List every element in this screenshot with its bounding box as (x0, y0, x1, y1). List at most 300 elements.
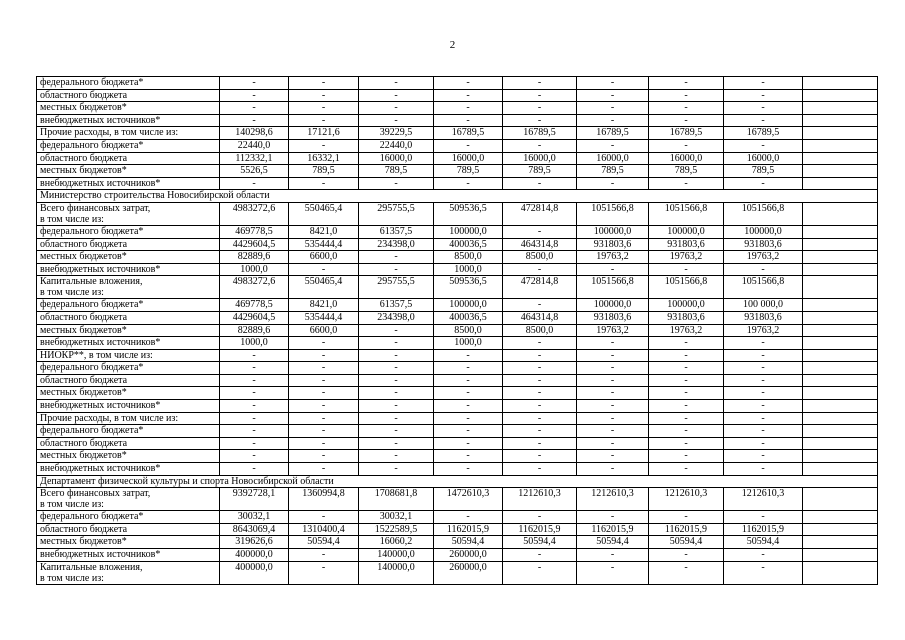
row-label (37, 536, 220, 549)
value-cell: - (503, 412, 577, 425)
row-label (37, 450, 220, 463)
row-label (37, 202, 220, 225)
value-cell: 509536,5 (434, 202, 503, 225)
table-row (37, 276, 878, 299)
value-cell: - (220, 102, 289, 115)
value-cell: - (724, 450, 803, 463)
value-cell: - (577, 337, 649, 350)
value-cell: 464314,8 (503, 238, 577, 251)
value-cell: 82889,6 (220, 251, 289, 264)
value-cell (803, 251, 878, 264)
value-cell: - (359, 337, 434, 350)
value-cell: 789,5 (649, 165, 724, 178)
row-label-line: областного бюджета (40, 238, 128, 250)
value-cell: - (649, 374, 724, 387)
value-cell: - (724, 387, 803, 400)
value-cell: - (724, 549, 803, 562)
value-cell: - (577, 450, 649, 463)
table-row (37, 412, 878, 425)
value-cell: 22440,0 (220, 139, 289, 152)
value-cell: - (289, 450, 359, 463)
row-label-line: Прочие расходы, в том числе из: (40, 412, 179, 424)
row-label-line: в том числе из: (40, 572, 104, 584)
value-cell: - (289, 337, 359, 350)
value-cell: - (289, 349, 359, 362)
value-cell: - (649, 561, 724, 584)
value-cell: 931803,6 (724, 311, 803, 324)
value-cell: 400000,0 (220, 561, 289, 584)
table-row (37, 362, 878, 375)
value-cell: 50594,4 (503, 536, 577, 549)
row-label (37, 349, 220, 362)
value-cell: 260000,0 (434, 561, 503, 584)
value-cell: - (724, 463, 803, 476)
value-cell: - (577, 102, 649, 115)
value-cell: - (649, 412, 724, 425)
value-cell: 8500,0 (503, 324, 577, 337)
table-row (37, 311, 878, 324)
table-row (37, 337, 878, 350)
value-cell: - (434, 362, 503, 375)
value-cell: - (434, 400, 503, 413)
value-cell: 1162015,9 (434, 523, 503, 536)
row-label (37, 324, 220, 337)
row-label-line: внебюджетных источников* (40, 337, 161, 349)
value-cell: - (649, 387, 724, 400)
value-cell: - (289, 77, 359, 90)
table-row (37, 202, 878, 225)
value-cell: 5526,5 (220, 165, 289, 178)
table-row (37, 349, 878, 362)
row-label-line: местных бюджетов* (40, 536, 127, 548)
value-cell: - (577, 139, 649, 152)
row-label-line: местных бюджетов* (40, 324, 127, 336)
value-cell (803, 311, 878, 324)
value-cell: 469778,5 (220, 299, 289, 312)
value-cell: 8421,0 (289, 299, 359, 312)
value-cell (803, 152, 878, 165)
value-cell: - (359, 450, 434, 463)
value-cell: - (577, 349, 649, 362)
value-cell: 1310400,4 (289, 523, 359, 536)
value-cell: - (434, 177, 503, 190)
row-label-line: местных бюджетов* (40, 165, 127, 177)
value-cell (803, 488, 878, 511)
value-cell: - (359, 463, 434, 476)
value-cell: 1708681,8 (359, 488, 434, 511)
value-cell: - (724, 77, 803, 90)
value-cell: - (649, 177, 724, 190)
row-label-line: местных бюджетов* (40, 251, 127, 263)
value-cell: - (577, 177, 649, 190)
value-cell: 100 000,0 (724, 299, 803, 312)
section-header-row (37, 475, 878, 488)
value-cell: - (577, 77, 649, 90)
value-cell: - (220, 362, 289, 375)
value-cell: - (724, 400, 803, 413)
value-cell: - (289, 89, 359, 102)
value-cell: - (503, 400, 577, 413)
value-cell: - (289, 400, 359, 413)
value-cell (803, 412, 878, 425)
table-row (37, 114, 878, 127)
value-cell: 1212610,3 (724, 488, 803, 511)
value-cell: - (724, 437, 803, 450)
row-label-line: федерального бюджета* (40, 299, 144, 311)
row-label (37, 561, 220, 584)
value-cell (803, 362, 878, 375)
value-cell: - (359, 425, 434, 438)
value-cell: - (220, 463, 289, 476)
value-cell: 19763,2 (577, 324, 649, 337)
value-cell: 931803,6 (724, 238, 803, 251)
value-cell: - (577, 387, 649, 400)
value-cell: - (503, 337, 577, 350)
value-cell: 100000,0 (434, 299, 503, 312)
value-cell: - (503, 102, 577, 115)
value-cell (803, 139, 878, 152)
value-cell: - (649, 450, 724, 463)
value-cell: 8500,0 (434, 324, 503, 337)
value-cell: - (359, 400, 434, 413)
value-cell: - (220, 412, 289, 425)
table-row (37, 102, 878, 115)
row-label-line: областного бюджета (40, 89, 128, 101)
value-cell: - (649, 77, 724, 90)
row-label (37, 102, 220, 115)
value-cell: - (289, 437, 359, 450)
value-cell: 1162015,9 (724, 523, 803, 536)
value-cell: 8500,0 (434, 251, 503, 264)
table-row (37, 437, 878, 450)
value-cell (803, 561, 878, 584)
value-cell: - (724, 425, 803, 438)
value-cell: - (220, 437, 289, 450)
value-cell: - (503, 177, 577, 190)
value-cell: 1051566,8 (577, 276, 649, 299)
row-label-line: в том числе из: (40, 213, 104, 225)
value-cell: - (649, 437, 724, 450)
value-cell: 319626,6 (220, 536, 289, 549)
value-cell: 789,5 (434, 165, 503, 178)
value-cell (803, 89, 878, 102)
value-cell: - (359, 412, 434, 425)
value-cell (803, 337, 878, 350)
value-cell: - (434, 412, 503, 425)
table-row (37, 511, 878, 524)
value-cell: - (577, 549, 649, 562)
row-label-line: федерального бюджета* (40, 139, 144, 151)
value-cell: 931803,6 (649, 238, 724, 251)
row-label (37, 152, 220, 165)
value-cell: 50594,4 (434, 536, 503, 549)
value-cell: - (359, 177, 434, 190)
table-row (37, 165, 878, 178)
value-cell (803, 299, 878, 312)
value-cell: 50594,4 (649, 536, 724, 549)
value-cell: 19763,2 (577, 251, 649, 264)
value-cell: 234398,0 (359, 311, 434, 324)
row-label (37, 374, 220, 387)
value-cell: - (359, 102, 434, 115)
value-cell (803, 450, 878, 463)
row-label-line: областного бюджета (40, 523, 128, 535)
row-label (37, 488, 220, 511)
value-cell: - (577, 374, 649, 387)
table-row (37, 225, 878, 238)
value-cell: 789,5 (503, 165, 577, 178)
value-cell: - (503, 437, 577, 450)
value-cell: - (724, 337, 803, 350)
value-cell (803, 374, 878, 387)
value-cell: - (724, 263, 803, 276)
table-row (37, 425, 878, 438)
value-cell: - (220, 89, 289, 102)
value-cell: 8421,0 (289, 225, 359, 238)
value-cell: 789,5 (359, 165, 434, 178)
value-cell: 100000,0 (434, 225, 503, 238)
row-label (37, 276, 220, 299)
value-cell: - (359, 437, 434, 450)
value-cell: - (220, 450, 289, 463)
value-cell: 4983272,6 (220, 202, 289, 225)
row-label (37, 337, 220, 350)
table-row (37, 536, 878, 549)
row-label-line: областного бюджета (40, 374, 128, 386)
value-cell: - (289, 102, 359, 115)
table-row (37, 127, 878, 140)
row-label (37, 177, 220, 190)
value-cell: - (649, 102, 724, 115)
value-cell: - (289, 177, 359, 190)
value-cell: - (220, 177, 289, 190)
row-label-line: Капитальные вложения, (40, 276, 143, 288)
table-row (37, 561, 878, 584)
section-title: Департамент физической культуры и спорта Новосибирской области (37, 475, 878, 488)
value-cell (803, 549, 878, 562)
value-cell (803, 114, 878, 127)
value-cell: - (289, 139, 359, 152)
value-cell: 464314,8 (503, 311, 577, 324)
value-cell (803, 536, 878, 549)
row-label (37, 139, 220, 152)
value-cell: - (503, 549, 577, 562)
value-cell: - (724, 139, 803, 152)
value-cell: - (724, 374, 803, 387)
value-cell: 16000,0 (503, 152, 577, 165)
table-row (37, 387, 878, 400)
value-cell: - (289, 561, 359, 584)
value-cell: 931803,6 (577, 238, 649, 251)
value-cell: - (503, 225, 577, 238)
table-row (37, 299, 878, 312)
row-label-line: внебюджетных источников* (40, 549, 161, 560)
value-cell: 789,5 (289, 165, 359, 178)
row-label-line: местных бюджетов* (40, 450, 127, 462)
value-cell: 16789,5 (724, 127, 803, 140)
value-cell: - (434, 102, 503, 115)
value-cell: - (359, 374, 434, 387)
value-cell: 16789,5 (434, 127, 503, 140)
value-cell: - (577, 400, 649, 413)
value-cell: 112332,1 (220, 152, 289, 165)
table-row (37, 523, 878, 536)
value-cell: - (503, 89, 577, 102)
value-cell: 30032,1 (220, 511, 289, 524)
value-cell: - (577, 362, 649, 375)
value-cell: 16000,0 (434, 152, 503, 165)
value-cell: 16000,0 (649, 152, 724, 165)
row-label (37, 523, 220, 536)
value-cell: - (359, 263, 434, 276)
row-label-line: внебюджетных источников* (40, 114, 161, 126)
value-cell: - (289, 387, 359, 400)
value-cell: 550465,4 (289, 202, 359, 225)
value-cell: 1051566,8 (649, 276, 724, 299)
row-label (37, 127, 220, 140)
value-cell: - (649, 263, 724, 276)
value-cell: - (649, 349, 724, 362)
row-label (37, 400, 220, 413)
value-cell: - (577, 263, 649, 276)
row-label-line: местных бюджетов* (40, 387, 127, 399)
value-cell: 8643069,4 (220, 523, 289, 536)
row-label (37, 463, 220, 476)
value-cell (803, 349, 878, 362)
value-cell: - (359, 89, 434, 102)
row-label (37, 299, 220, 312)
value-cell: - (503, 387, 577, 400)
value-cell: 4983272,6 (220, 276, 289, 299)
table-row (37, 89, 878, 102)
value-cell (803, 225, 878, 238)
value-cell: - (649, 400, 724, 413)
value-cell: - (724, 89, 803, 102)
value-cell: 61357,5 (359, 299, 434, 312)
value-cell: 16789,5 (649, 127, 724, 140)
value-cell: - (434, 89, 503, 102)
value-cell: - (359, 324, 434, 337)
value-cell: - (503, 349, 577, 362)
row-label (37, 238, 220, 251)
value-cell: - (434, 450, 503, 463)
row-label (37, 425, 220, 438)
value-cell: - (724, 362, 803, 375)
value-cell: - (359, 251, 434, 264)
value-cell: - (577, 437, 649, 450)
value-cell: - (724, 114, 803, 127)
value-cell: - (649, 139, 724, 152)
value-cell: 16789,5 (503, 127, 577, 140)
value-cell: - (434, 425, 503, 438)
value-cell: 140000,0 (359, 549, 434, 562)
table-row (37, 400, 878, 413)
row-label-line: местных бюджетов* (40, 102, 127, 114)
value-cell: 535444,4 (289, 238, 359, 251)
row-label (37, 549, 220, 562)
value-cell: 1051566,8 (649, 202, 724, 225)
value-cell: - (724, 349, 803, 362)
value-cell: 9392728,1 (220, 488, 289, 511)
value-cell: - (503, 511, 577, 524)
value-cell (803, 437, 878, 450)
value-cell (803, 102, 878, 115)
value-cell: 16060,2 (359, 536, 434, 549)
value-cell: 61357,5 (359, 225, 434, 238)
value-cell: 100000,0 (577, 225, 649, 238)
row-label-line: Всего финансовых затрат, (40, 202, 151, 214)
value-cell: 234398,0 (359, 238, 434, 251)
row-label-line: Прочие расходы, в том числе из: (40, 127, 179, 139)
table-row (37, 238, 878, 251)
value-cell: - (220, 349, 289, 362)
value-cell: 509536,5 (434, 276, 503, 299)
budget-table (36, 76, 878, 585)
row-label (37, 114, 220, 127)
value-cell: 82889,6 (220, 324, 289, 337)
value-cell: - (649, 425, 724, 438)
value-cell (803, 177, 878, 190)
value-cell: 295755,5 (359, 202, 434, 225)
value-cell (803, 127, 878, 140)
value-cell: - (503, 463, 577, 476)
row-label (37, 251, 220, 264)
value-cell: - (724, 511, 803, 524)
value-cell: - (289, 412, 359, 425)
value-cell: 400000,0 (220, 549, 289, 562)
value-cell (803, 523, 878, 536)
value-cell: - (503, 561, 577, 584)
value-cell: - (577, 511, 649, 524)
table-row (37, 139, 878, 152)
value-cell: 1472610,3 (434, 488, 503, 511)
row-label-line: в том числе из: (40, 287, 104, 299)
table-row (37, 263, 878, 276)
value-cell: 100000,0 (649, 299, 724, 312)
row-label-line: внебюджетных источников* (40, 400, 161, 412)
value-cell: 19763,2 (724, 251, 803, 264)
value-cell: 931803,6 (649, 311, 724, 324)
value-cell: 260000,0 (434, 549, 503, 562)
value-cell: 535444,4 (289, 311, 359, 324)
value-cell: 469778,5 (220, 225, 289, 238)
value-cell: 1212610,3 (577, 488, 649, 511)
value-cell: 789,5 (724, 165, 803, 178)
value-cell: - (577, 425, 649, 438)
value-cell: - (577, 89, 649, 102)
table-row (37, 77, 878, 90)
value-cell: - (220, 374, 289, 387)
value-cell: 100000,0 (724, 225, 803, 238)
row-label-line: федерального бюджета* (40, 511, 144, 523)
value-cell: 50594,4 (289, 536, 359, 549)
value-cell: - (434, 139, 503, 152)
row-label-line: федерального бюджета* (40, 77, 144, 88)
value-cell: - (503, 263, 577, 276)
value-cell: 19763,2 (649, 251, 724, 264)
value-cell: 17121,6 (289, 127, 359, 140)
section-header-row (37, 190, 878, 203)
row-label (37, 412, 220, 425)
value-cell: 6600,0 (289, 324, 359, 337)
value-cell (803, 463, 878, 476)
value-cell: 400036,5 (434, 238, 503, 251)
value-cell: - (359, 77, 434, 90)
value-cell (803, 387, 878, 400)
value-cell: 16789,5 (577, 127, 649, 140)
value-cell: - (724, 177, 803, 190)
value-cell: 1000,0 (434, 337, 503, 350)
